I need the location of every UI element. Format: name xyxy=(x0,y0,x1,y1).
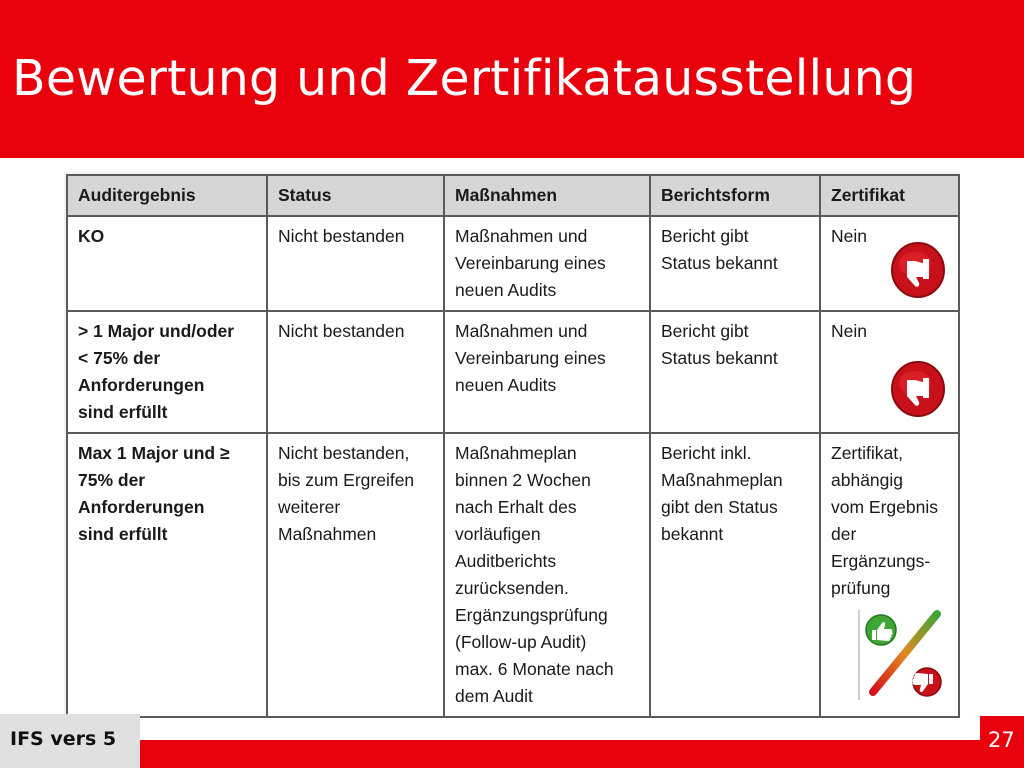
berichtsform-text: Bericht inkl. Maßnahmeplan gibt den Status bekannt xyxy=(661,443,783,544)
cell-zertifikat xyxy=(820,433,959,717)
cell-status xyxy=(267,216,444,311)
zertifikat-text: Zertifikat, abhängig vom Ergebnis der Ergänzungs- prüfung xyxy=(831,443,938,598)
header-berichtsform: Berichtsform xyxy=(650,175,820,216)
zertifikat-text: Nein xyxy=(831,226,867,246)
header-zertifikat: Zertifikat xyxy=(820,175,959,216)
auditergebnis-text: Max 1 Major und ≥ 75% der Anforderungen sind erfüllt xyxy=(78,443,230,544)
cell-berichtsform xyxy=(650,433,820,717)
cell-berichtsform xyxy=(650,216,820,311)
status-text: Nicht bestanden xyxy=(278,321,405,341)
massnahmen-text: Maßnahmeplan binnen 2 Wochen nach Erhalt des vorläufigen Auditberichts zurücksenden. Ergänzungsprüfung (Follow-up Audit) max. 6 Monate nach dem Audit xyxy=(455,443,614,706)
zertifikat-text: Nein xyxy=(831,321,867,341)
footer-bar xyxy=(140,740,1024,768)
slide-title: Bewertung und Zertifikatausstellung xyxy=(12,50,917,107)
audit-result-table xyxy=(66,174,960,718)
auditergebnis-text: KO xyxy=(78,226,105,246)
massnahmen-text: Maßnahmen und Vereinbarung eines neuen Audits xyxy=(455,226,606,300)
header-auditergebnis: Auditergebnis xyxy=(67,175,267,216)
status-text: Nicht bestanden, bis zum Ergreifen weiterer Maßnahmen xyxy=(278,443,415,544)
footer-version-label: IFS vers 5 xyxy=(10,728,117,750)
massnahmen-text: Maßnahmen und Vereinbarung eines neuen Audits xyxy=(455,321,606,395)
header-massnahmen: Maßnahmen xyxy=(444,175,650,216)
cell-massnahmen xyxy=(444,433,650,717)
cell-auditergebnis xyxy=(67,433,267,717)
cell-massnahmen xyxy=(444,311,650,433)
berichtsform-text: Bericht gibt Status bekannt xyxy=(661,226,778,273)
cell-massnahmen xyxy=(444,216,650,311)
cell-auditergebnis xyxy=(67,311,267,433)
table-header-row xyxy=(67,175,959,216)
cell-auditergebnis xyxy=(67,216,267,311)
table-row xyxy=(67,311,959,433)
table-row xyxy=(67,216,959,311)
thumbs-down-icon xyxy=(889,237,947,299)
auditergebnis-text: > 1 Major und/oder < 75% der Anforderungen sind erfüllt xyxy=(78,321,235,422)
berichtsform-text: Bericht gibt Status bekannt xyxy=(661,321,778,368)
cell-status xyxy=(267,311,444,433)
cell-zertifikat xyxy=(820,311,959,433)
thumbs-up-down-icon xyxy=(857,606,949,702)
header-status: Status xyxy=(267,175,444,216)
status-text: Nicht bestanden xyxy=(278,226,405,246)
table-row xyxy=(67,433,959,717)
cell-zertifikat xyxy=(820,216,959,311)
cell-status xyxy=(267,433,444,717)
cell-berichtsform xyxy=(650,311,820,433)
page-number: 27 xyxy=(988,728,1015,752)
thumbs-down-icon xyxy=(889,356,947,418)
